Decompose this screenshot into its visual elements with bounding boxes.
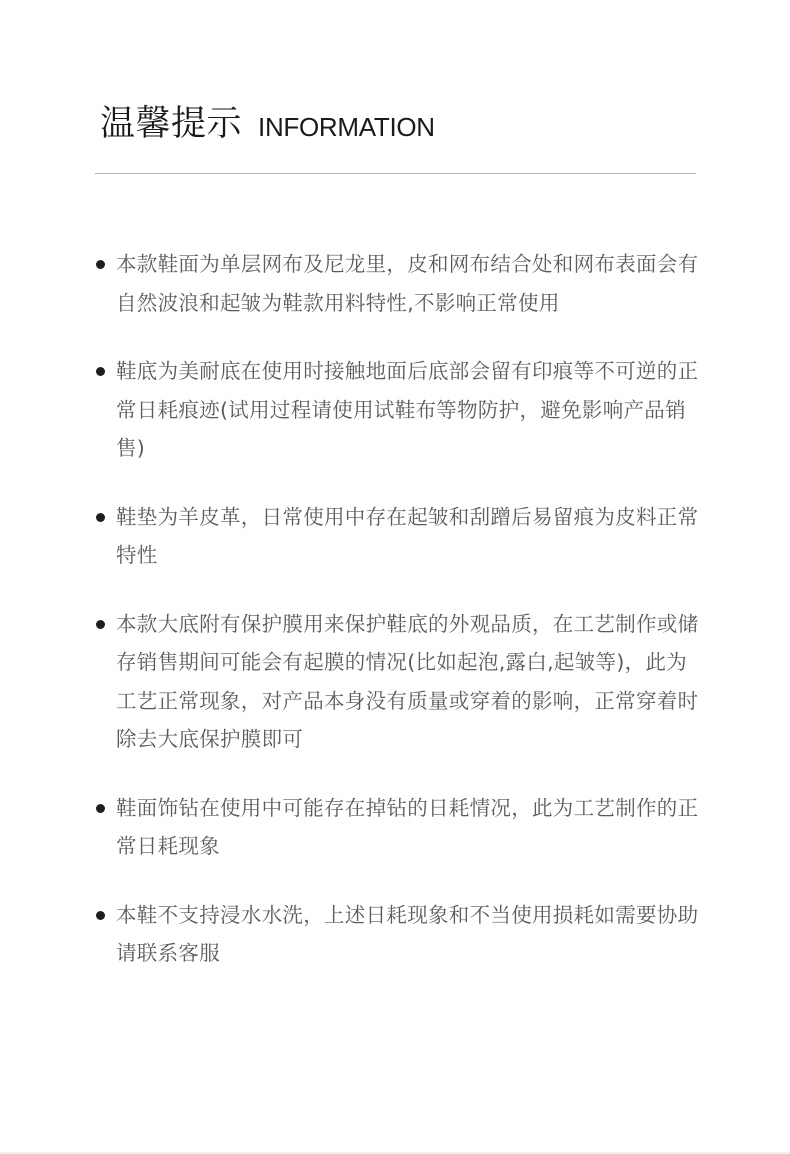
list-item bbox=[96, 789, 704, 866]
bullet-icon bbox=[96, 260, 105, 269]
list-item bbox=[96, 245, 704, 322]
section-header bbox=[100, 100, 435, 148]
bullet-icon bbox=[96, 513, 105, 522]
bullet-icon bbox=[96, 911, 105, 920]
list-item-text: 本款大底附有保护膜用来保护鞋底的外观品质，在工艺制作或储存销售期间可能会有起膜的情况(比如起泡,露白,起皱等)，此为工艺正常现象，对产品本身没有质量或穿着的影响，正常穿着时除去大底保护膜即可 bbox=[116, 611, 699, 751]
bullet-icon bbox=[96, 620, 105, 629]
list-item bbox=[96, 498, 704, 575]
page-subtitle: INFORMATION bbox=[258, 112, 435, 142]
list-item bbox=[96, 352, 704, 468]
list-item-text: 本鞋不支持浸水水洗，上述日耗现象和不当使用损耗如需要协助请联系客服 bbox=[116, 902, 699, 965]
bullet-icon bbox=[96, 804, 105, 813]
list-item-text: 本款鞋面为单层网布及尼龙里，皮和网布结合处和网布表面会有自然波浪和起皱为鞋款用料特性,不影响正常使用 bbox=[116, 252, 699, 315]
list-item bbox=[96, 605, 704, 759]
list-item-text: 鞋垫为羊皮革，日常使用中存在起皱和刮蹭后易留痕为皮料正常特性 bbox=[116, 504, 699, 567]
page-title: 温馨提示 bbox=[100, 104, 243, 144]
list-item-text: 鞋底为美耐底在使用时接触地面后底部会留有印痕等不可逆的正常日耗痕迹(试用过程请使用试鞋布等物防护，避免影响产品销售) bbox=[116, 359, 699, 460]
list-item bbox=[96, 896, 704, 973]
bullet-icon bbox=[96, 367, 105, 376]
header-divider bbox=[95, 173, 696, 174]
list-item-text: 鞋面饰钻在使用中可能存在掉钻的日耗情况，此为工艺制作的正常日耗现象 bbox=[116, 795, 699, 858]
notice-list bbox=[96, 245, 704, 1003]
